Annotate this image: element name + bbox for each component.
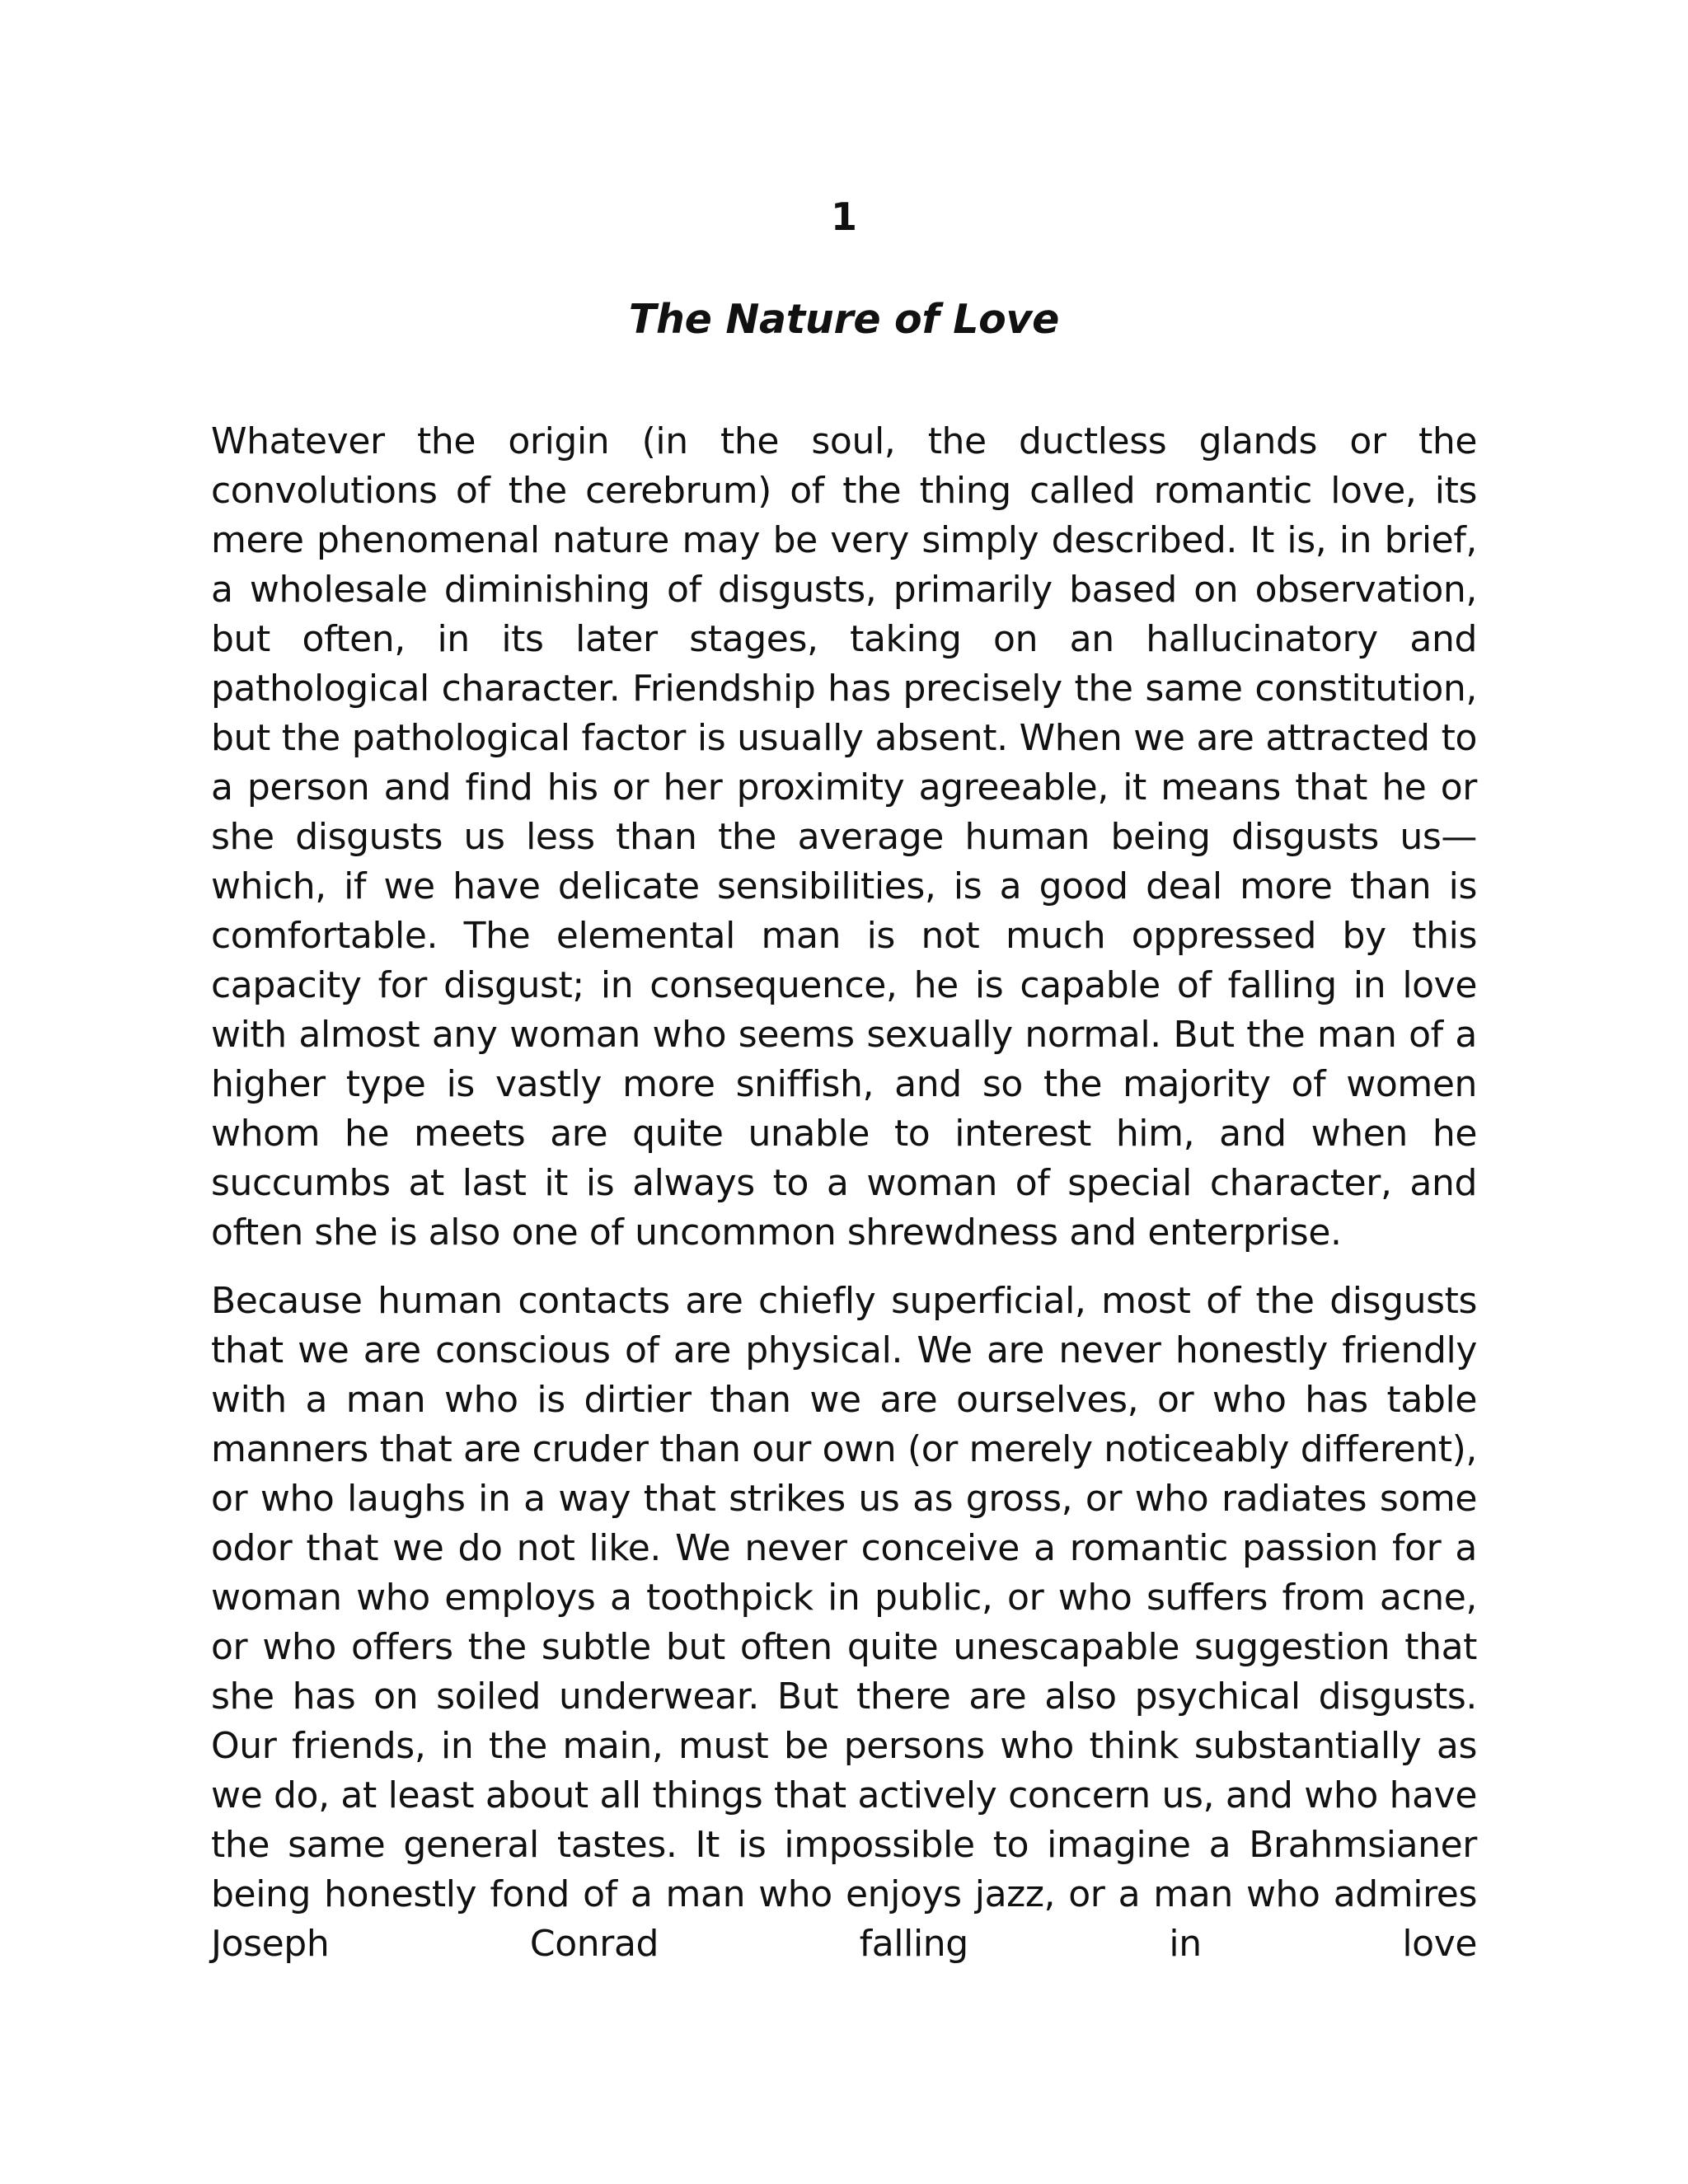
chapter-title: The Nature of Love xyxy=(628,296,1060,343)
book-page xyxy=(211,194,1477,1969)
body-paragraph: Whatever the origin (in the soul, the ductless glands or the convolutions of the cerebrum) of the thing called romantic love, its mere phenomenal nature may be very simply described. It is, in brief, a wholesale diminishing of disgusts, primarily based on observation, but often, in its later stages, taking on an hallucinatory and pathological character. Friendship has precisely the same constitution, but the pathological factor is usually absent. When we are attracted to a person and find his or her proximity agreeable, it means that he or she disgusts us less than the average human being disgusts us—which, if we have delicate sensibilities, is a good deal more than is comfortable. The elemental man is not much oppressed by this capacity for disgust; in consequence, he is capable of falling in love with almost any woman who seems sexually normal. But the man of a higher type is vastly more sniffish, and so the majority of women whom he meets are quite unable to interest him, and when he succumbs at last it is always to a woman of special character, and often she is also one of uncommon shrewdness and enterprise. xyxy=(211,420,1477,1254)
chapter-number: 1 xyxy=(830,194,857,239)
body-paragraph: Because human contacts are chiefly superficial, most of the disgusts that we are conscious of are physical. We are never honestly friendly with a man who is dirtier than we are ourselves, or who has table manners that are cruder than our own (or merely noticeably different), or who laughs in a way that strikes us as gross, or who radiates some odor that we do not like. We never conceive a romantic passion for a woman who employs a toothpick in public, or who suffers from acne, or who offers the subtle but often quite unescapable suggestion that she has on soiled underwear. But there are also psychical disgusts. Our friends, in the main, must be persons who think substantially as we do, at least about all things that actively concern us, and who have the same general tastes. It is impossible to imagine a Brahmsianer being honestly fond of a man who enjoys jazz, or a man who admires Joseph Conrad falling in love xyxy=(211,1280,1477,1965)
chapter-body xyxy=(211,417,1477,1969)
